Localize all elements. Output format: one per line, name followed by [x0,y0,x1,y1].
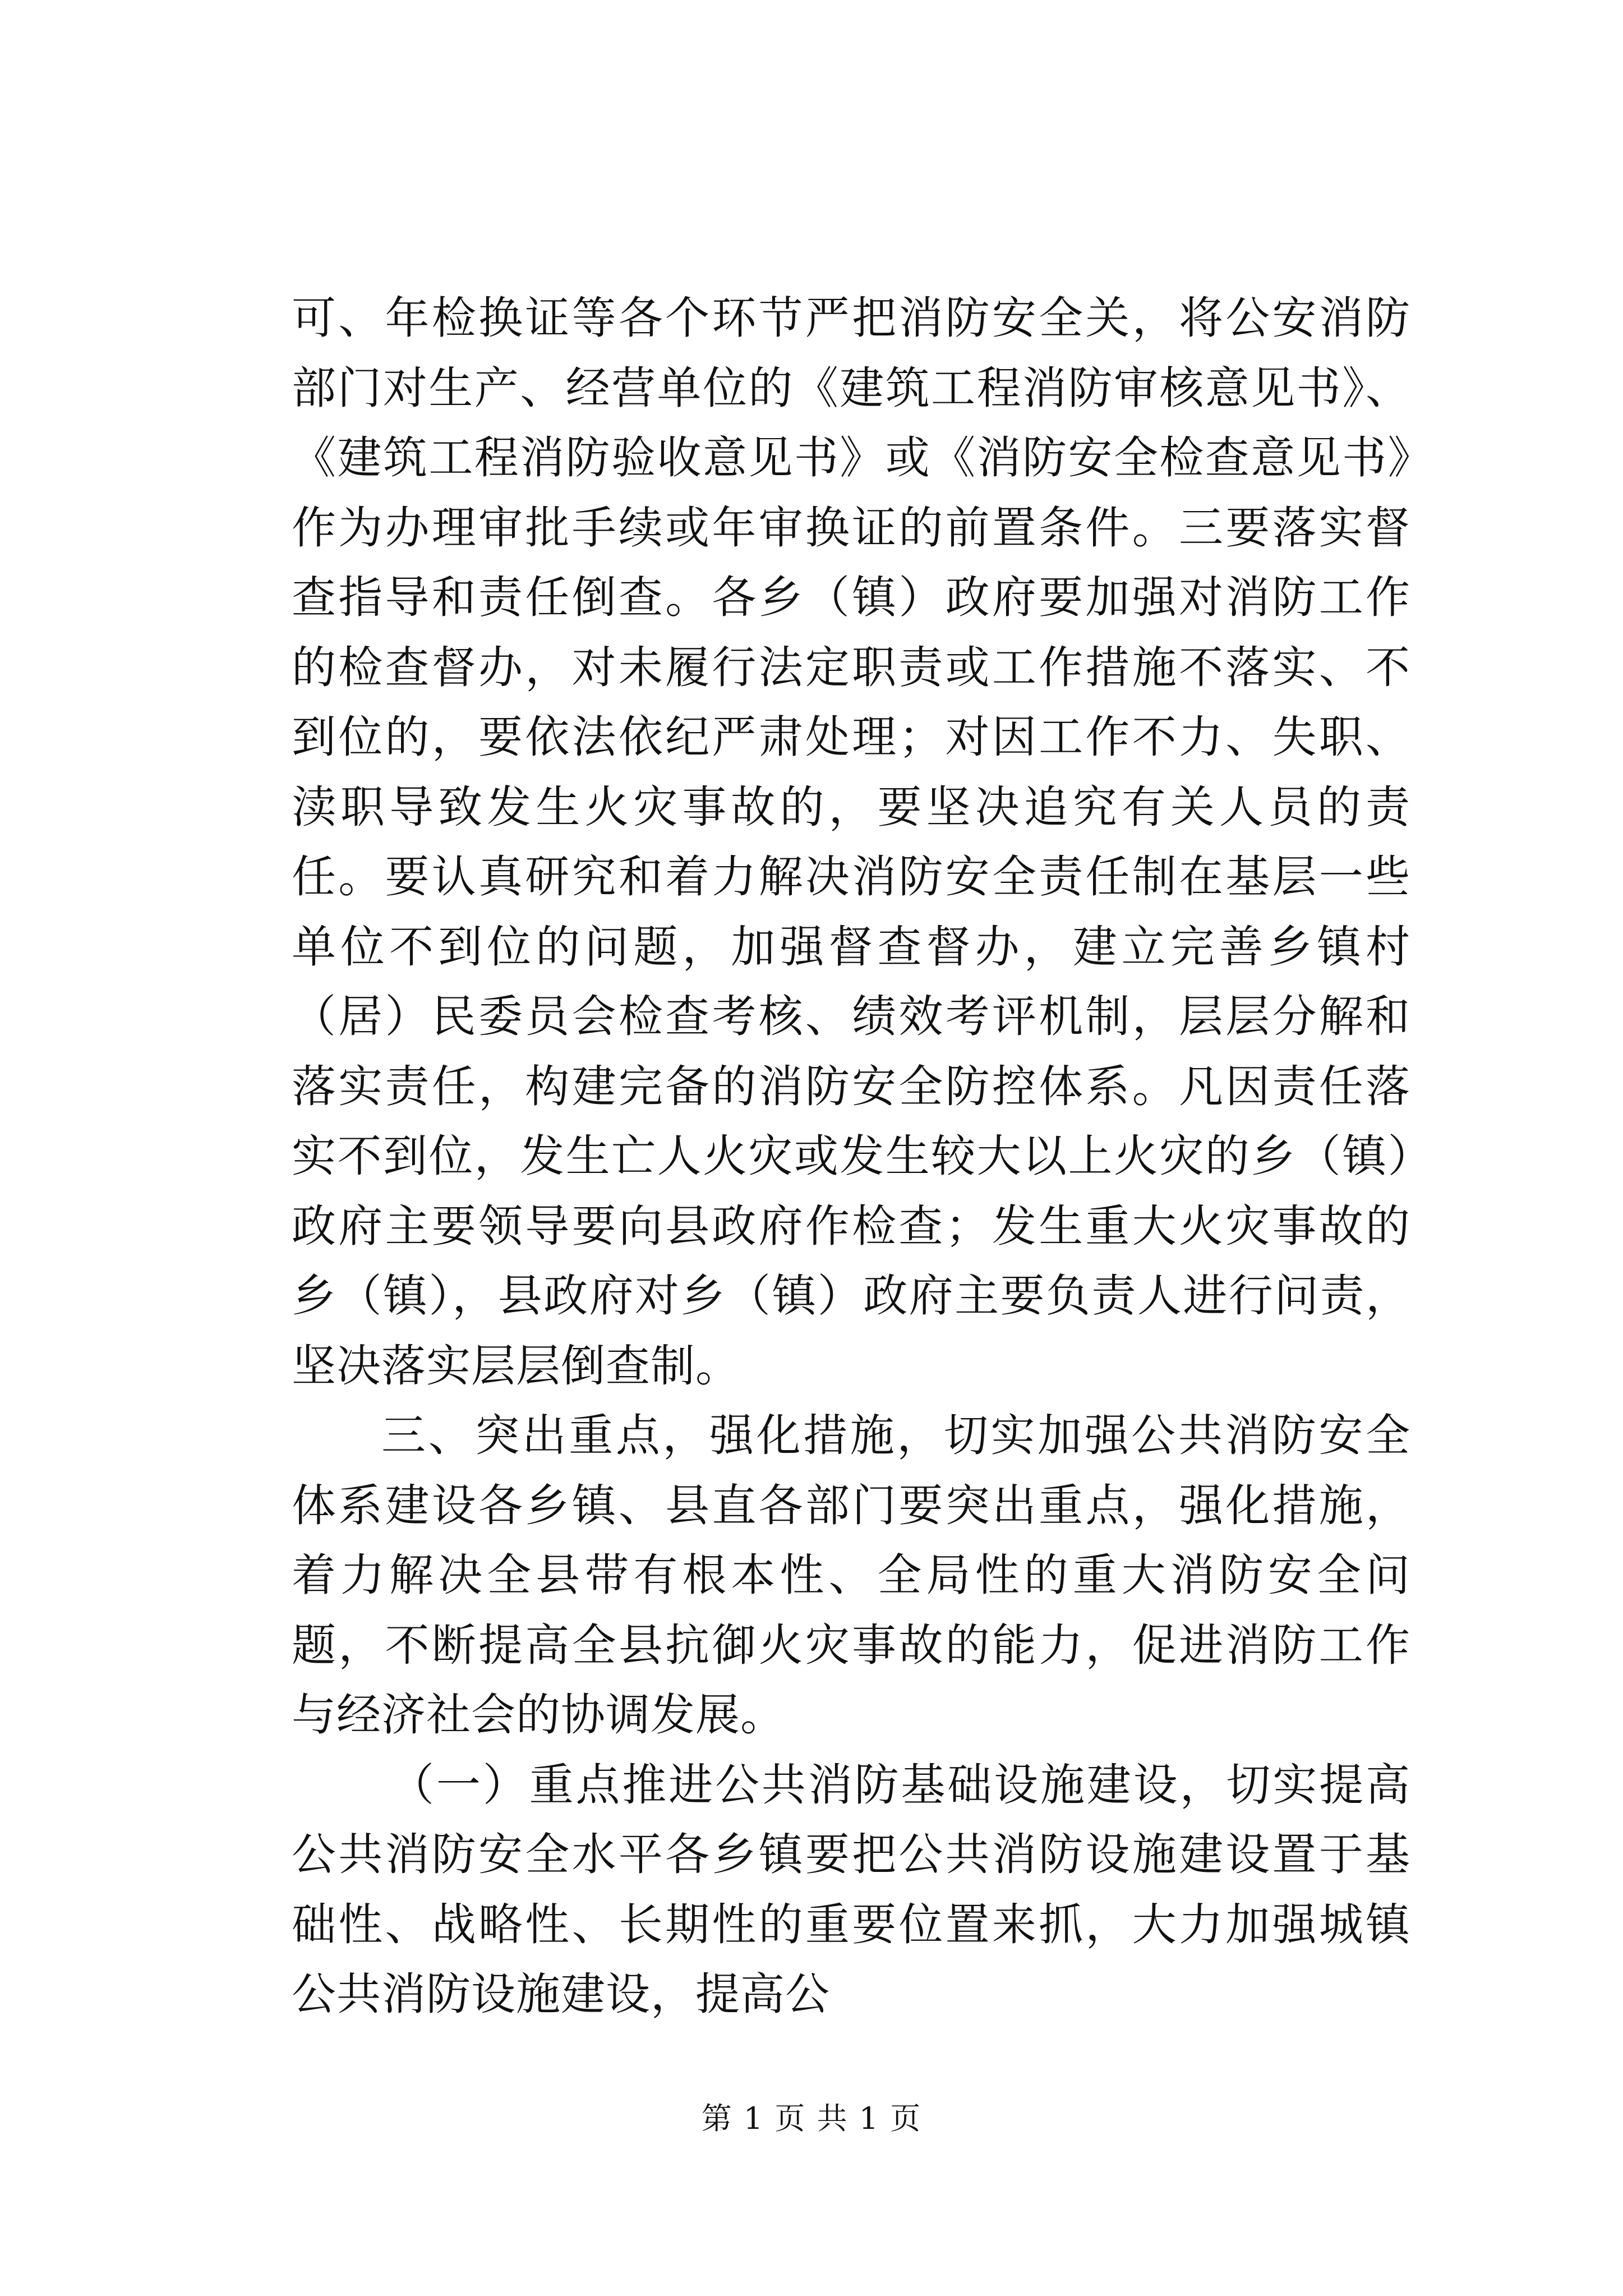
paragraph-subsection-one: （一）重点推进公共消防基础设施建设，切实提高公共消防安全水平各乡镇要把公共消防设施建设置于基础性、战略性、长期性的重要位置来抓，大力加强城镇公共消防设施建设，提高公 [292,1759,1410,2020]
page-footer: 第 1 页 共 1 页 [701,2101,922,2136]
paragraph-section-three: 三、突出重点，强化措施，切实加强公共消防安全体系建设各乡镇、县直各部门要突出重点，强化措施，着力解决全县带有根本性、全局性的重大消防安全问题，不断提高全县抗御火灾事故的能力，促进消防工作与经济社会的协调发展。 [292,1410,1410,1741]
document-body [292,283,1410,2030]
paragraph-responsibility: 可、年检换证等各个环节严把消防安全关，将公安消防部门对生产、经营单位的《建筑工程消防审核意见书》、《建筑工程消防验收意见书》或《消防安全检查意见书》作为办理审批手续或年审换证的前置条件。三要落实督查指导和责任倒查。各乡（镇）政府要加强对消防工作的检查督办，对未履行法定职责或工作措施不落实、不到位的，要依法依纪严肃处理；对因工作不力、失职、渎职导致发生火灾事故的，要坚决追究有关人员的责任。要认真研究和着力解决消防安全责任制在基层一些单位不到位的问题，加强督查督办，建立完善乡镇村（居）民委员会检查考核、绩效考评机制，层层分解和落实责任，构建完备的消防安全防控体系。凡因责任落实不到位，发生亡人火灾或发生较大以上火灾的乡（镇）政府主要领导要向县政府作检查；发生重大火灾事故的乡（镇），县政府对乡（镇）政府主要负责人进行问责，坚决落实层层倒查制。 [292,292,1410,1392]
